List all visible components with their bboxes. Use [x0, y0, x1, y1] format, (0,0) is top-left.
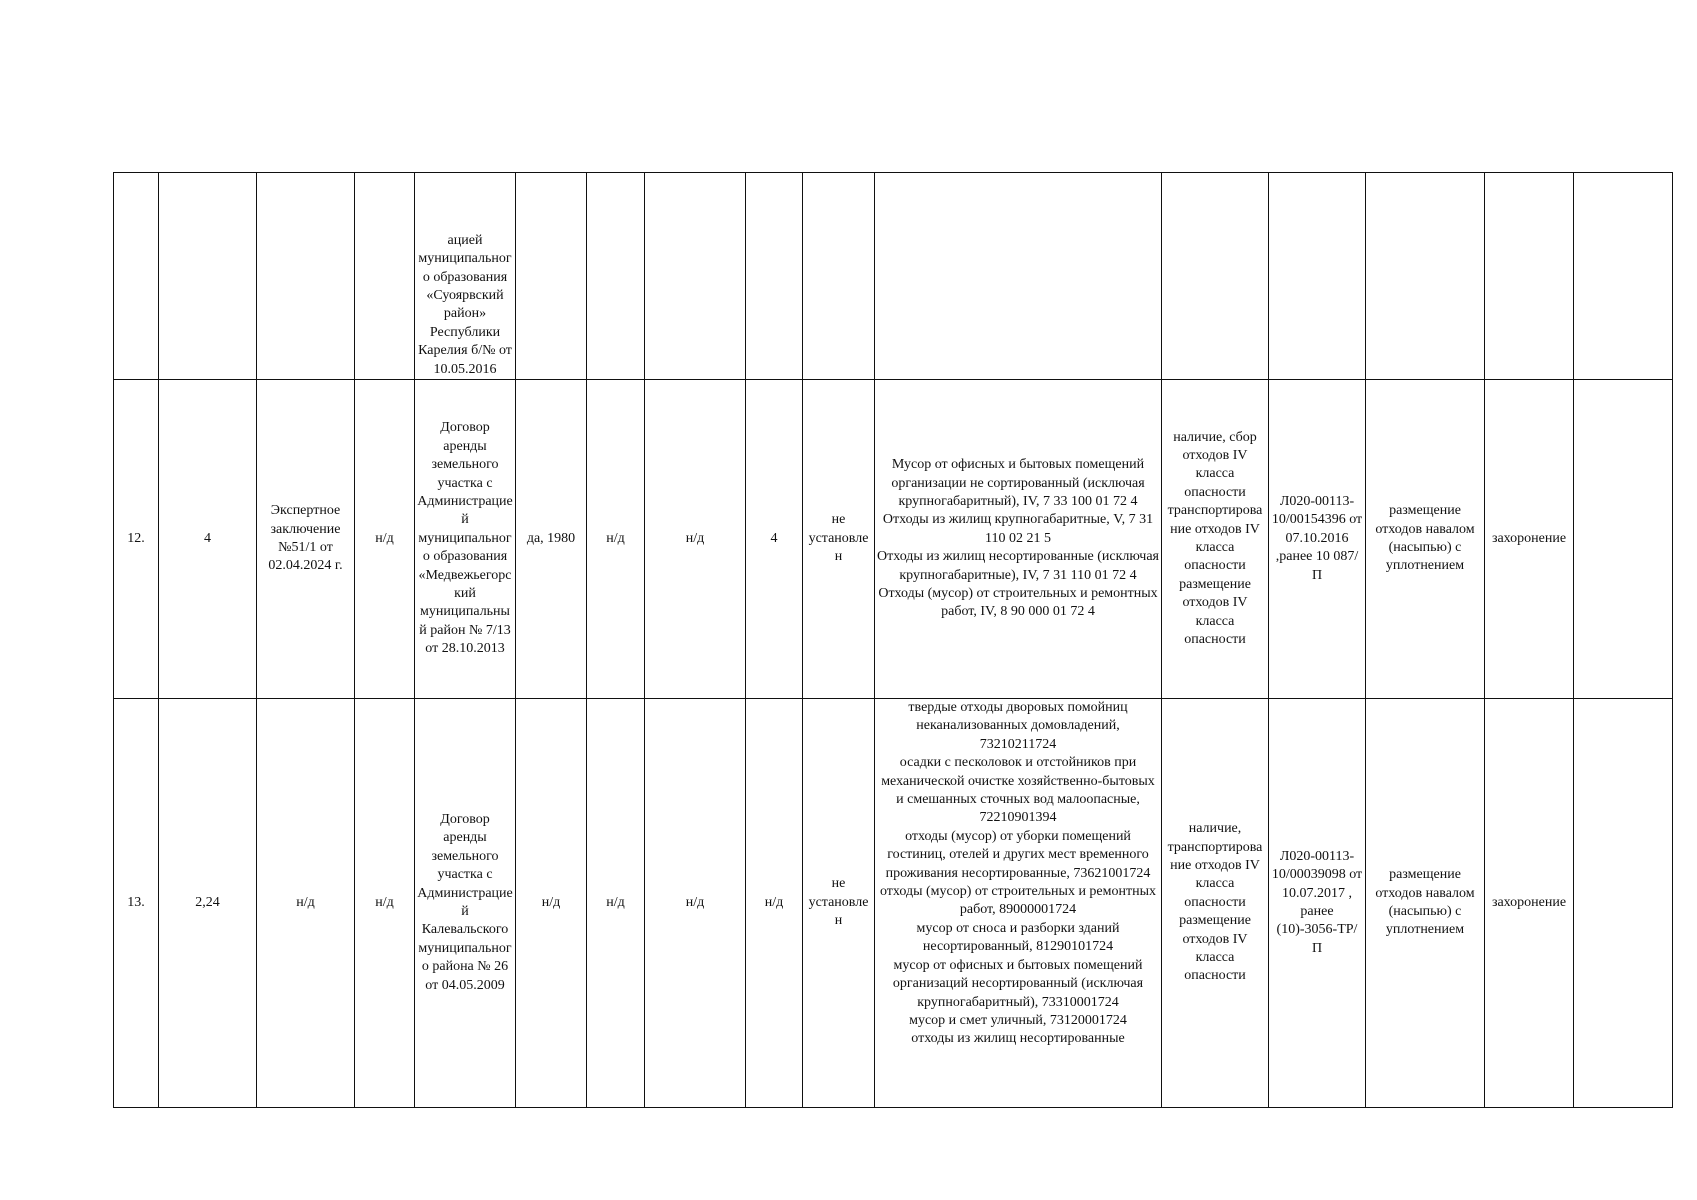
waste-types-cell [875, 380, 1162, 699]
waste-type-entry: мусор от сноса и разборки зданий несортированный, 81290101724 [916, 920, 1120, 955]
expert-conclusion-cell: Экспертное заключение №51/1 от 02.04.2024 г. [257, 380, 355, 699]
waste-type-entry: Отходы из жилищ несортированные (исключая крупногабаритные), IV, 7 31 110 01 72 4 [877, 549, 1159, 583]
waste-types-cell [875, 173, 1162, 380]
placement-method-cell [1366, 173, 1485, 380]
table-row [114, 699, 1673, 1108]
land-lease-cell: ацией муниципального образования «Суоярвский район» Республики Карелия б/№ от 10.05.2016 [415, 173, 516, 380]
commissioning-cell [516, 173, 587, 380]
col16-cell [1574, 380, 1673, 699]
waste-types-cell [875, 699, 1162, 1108]
expert-conclusion-cell: н/д [257, 699, 355, 1108]
waste-type-entry: твердые отходы дворовых помойниц неканализованных домовладений, 73210211724 [908, 700, 1128, 752]
sanitary-zone-cell [803, 173, 875, 380]
license-activity-cell [1162, 173, 1269, 380]
hazard-class-cell: 4 [746, 380, 803, 699]
land-lease-cell: Договор аренды земельного участка с Администрацией муниципального образования «Медвежьегорский муниципальный район № 7/13 от 28.10.2013 [415, 380, 516, 699]
waste-type-entry: Отходы из жилищ крупногабаритные, V, 7 31 110 02 21 5 [882, 512, 1154, 546]
placement-method-cell: размещение отходов навалом (насыпью) с уплотнением [1366, 699, 1485, 1108]
purpose-cell [1485, 173, 1574, 380]
commissioning-cell: да, 1980 [516, 380, 587, 699]
col4-cell [355, 173, 415, 380]
license-activity-cell: наличие, сбор отходов IV класса опасности транспортирование отходов IV класса опасности размещение отходов IV класса опасности [1162, 380, 1269, 699]
waste-type-entry: осадки с песколовок и отстойников при механической очистке хозяйственно-бытовых и смешанных сточных вод малоопасные, 72210901394 [881, 755, 1155, 826]
placement-method-cell: размещение отходов навалом (насыпью) с уплотнением [1366, 380, 1485, 699]
purpose-cell: захоронение [1485, 699, 1574, 1108]
area-cell [159, 173, 257, 380]
col8-cell [645, 173, 746, 380]
commissioning-cell: н/д [516, 699, 587, 1108]
waste-type-entry: Мусор от офисных и бытовых помещений организации не сортированный (исключая крупногабаритный), IV, 7 33 100 01 72 4 [891, 457, 1145, 509]
waste-type-entry: мусор и смет уличный, 73120001724 [909, 1012, 1127, 1028]
col7-cell: н/д [587, 380, 645, 699]
waste-type-entry: Отходы (мусор) от строительных и ремонтных работ, IV, 8 90 000 01 72 4 [878, 586, 1158, 620]
row-number-cell: 13. [114, 699, 159, 1108]
area-cell: 4 [159, 380, 257, 699]
land-lease-cell: Договор аренды земельного участка с Администрацией Калевальского муниципального района № 26 от 04.05.2009 [415, 699, 516, 1108]
col16-cell [1574, 699, 1673, 1108]
waste-type-entry: отходы (мусор) от строительных и ремонтных работ, 89000001724 [879, 884, 1157, 918]
hazard-class-cell: н/д [746, 699, 803, 1108]
expert-conclusion-cell [257, 173, 355, 380]
row-number-cell [114, 173, 159, 380]
row-number-cell: 12. [114, 380, 159, 699]
license-number-cell [1269, 173, 1366, 380]
hazard-class-cell [746, 173, 803, 380]
waste-type-entry: отходы из жилищ несортированные [911, 1031, 1125, 1047]
waste-facilities-table [113, 172, 1673, 1108]
col7-cell [587, 173, 645, 380]
license-number-cell: Л020-00113-10/00039098 от 10.07.2017 , ранее (10)-3056-ТР/ П [1269, 699, 1366, 1108]
purpose-cell: захоронение [1485, 380, 1574, 699]
area-cell: 2,24 [159, 699, 257, 1108]
table-row [114, 173, 1673, 380]
waste-type-entry: мусор от офисных и бытовых помещений организаций несортированный (исключая крупногабаритный), 73310001724 [892, 957, 1144, 1010]
col8-cell: н/д [645, 699, 746, 1108]
col8-cell: н/д [645, 380, 746, 699]
col16-cell [1574, 173, 1673, 380]
waste-type-entry: отходы (мусор) от уборки помещений гостиниц, отелей и других мест временного проживания несортированные, 73621001724 [885, 828, 1151, 881]
license-activity-cell: наличие, транспортирование отходов IV класса опасности размещение отходов IV класса опасности [1162, 699, 1269, 1108]
col7-cell: н/д [587, 699, 645, 1108]
col4-cell: н/д [355, 699, 415, 1108]
col4-cell: н/д [355, 380, 415, 699]
sanitary-zone-cell: не установлен [803, 380, 875, 699]
license-number-cell: Л020-00113-10/00154396 от 07.10.2016 ,ранее 10 087/ П [1269, 380, 1366, 699]
sanitary-zone-cell: не установлен [803, 699, 875, 1108]
table-row [114, 380, 1673, 699]
